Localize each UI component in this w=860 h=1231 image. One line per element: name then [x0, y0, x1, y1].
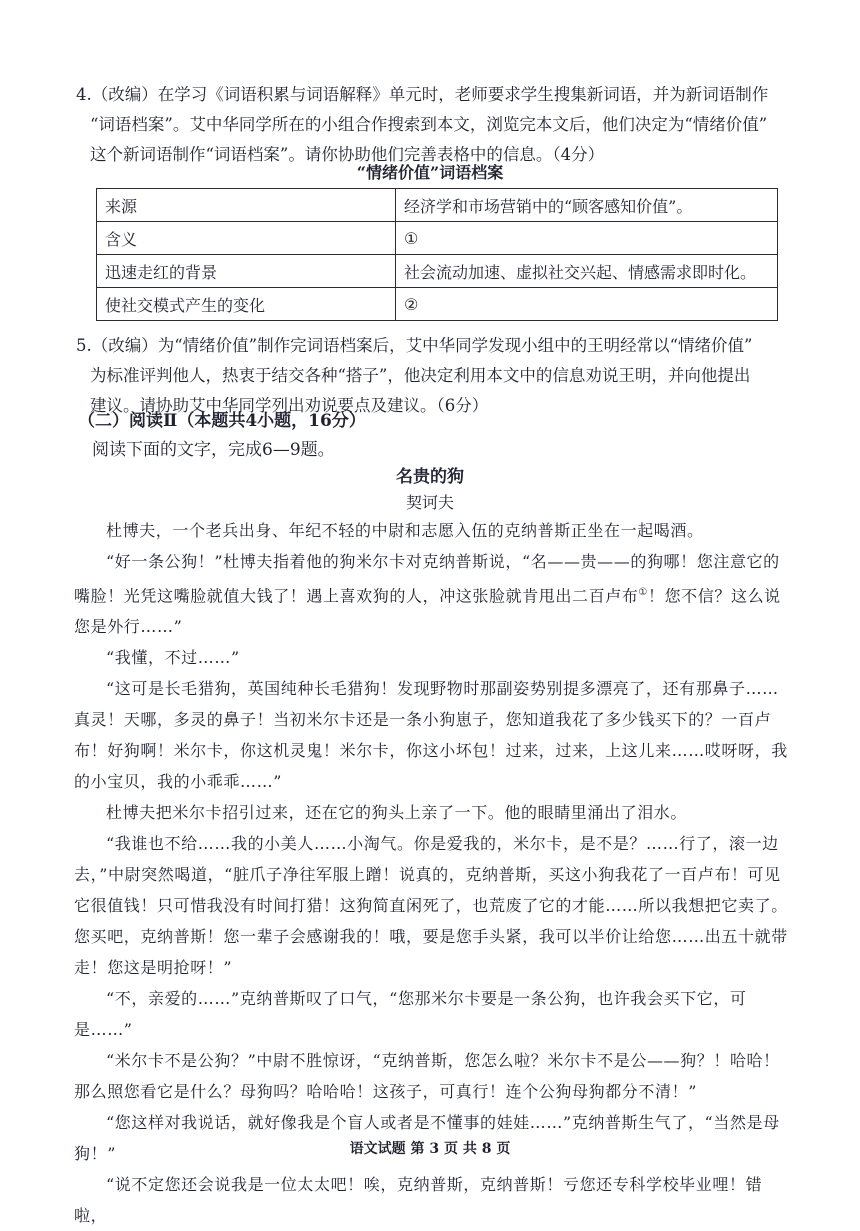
row-label: 使社交模式产生的变化	[97, 288, 396, 321]
paragraph-8: “米尔卡不是公狗？”中尉不胜惊讶，“克纳普斯，您怎么啦？米尔卡不是公——狗？！哈哈！那么照您看它是什么？母狗吗？哈哈哈！这孩子，可真行！连个公狗母狗都分不清！”	[74, 1051, 780, 1102]
row-value: 社会流动加速、虚拟社交兴起、情感需求即时化。	[396, 255, 778, 288]
paragraph-9: “您这样对我说话，就好像我是个盲人或者是不懂事的娃娃……”克纳普斯生气了，“当然是母狗！”	[74, 1113, 780, 1164]
word-archive-table	[96, 188, 778, 321]
table-title: “情绪价值”词语档案	[356, 163, 504, 182]
paragraph-2-text-a: “好一条公狗！”杜博夫指着他的狗米尔卡对克纳普斯说，“名——贵——的狗哪！您注意它的嘴脸！光凭这嘴脸就值大钱了！遇上喜欢狗的人，冲这张脸就肯甩出二百卢布	[74, 552, 780, 606]
paragraph-3: “我懂，不过……”	[106, 648, 240, 668]
row-label: 含义	[97, 222, 396, 255]
question-5-line-1: 5.（改编）为“情绪价值”制作完词语档案后，艾中华同学发现小组中的王明经常以“情绪价值”	[76, 336, 753, 355]
paragraph-2-text-b: ！您不信？这么说您是外行……”	[74, 586, 781, 637]
question-4-line-2: “词语档案”。艾中华同学所在的小组合作搜索到本文，浏览完本文后，他们决定为“情绪价值”	[90, 115, 768, 134]
section-instruction: 阅读下面的文字，完成6—9题。	[92, 440, 335, 460]
question-5-line-3: 建议。请协助艾中华同学列出劝说要点及建议。（6分）	[90, 396, 489, 415]
paragraph-7: “不，亲爱的……”克纳普斯叹了口气，“您那米尔卡要是一条公狗，也许我会买下它，可是……”	[74, 989, 747, 1040]
question-4-line-1: 4.（改编）在学习《词语积累与词语解释》单元时，老师要求学生搜集新词语，并为新词语制作	[76, 85, 769, 104]
footnote-marker: ①	[638, 587, 648, 598]
article-body	[74, 515, 794, 1231]
table-row-source	[97, 189, 778, 222]
paragraph-4: “这可是长毛猎狗，英国纯种长毛猎狗！发现野物时那副姿势别提多漂亮了，还有那鼻子……真灵！天哪，多灵的鼻子！当初米尔卡还是一条小狗崽子，您知道我花了多少钱买下的？一百卢布！好狗啊！米尔卡，你这机灵鬼！米尔卡，你这小坏包！过来，过来，上这儿来……哎呀呀，我的小宝贝，我的小乖乖……”	[74, 679, 788, 792]
question-4-line-3: 这个新词语制作“词语档案”。请你协助他们完善表格中的信息。（4分）	[90, 145, 605, 164]
row-label: 迅速走红的背景	[97, 255, 396, 288]
page-footer: 语文试题 第 3 页 共 8 页	[349, 1141, 511, 1157]
table-row-meaning	[97, 222, 778, 255]
table-row-change	[97, 288, 778, 321]
question-4	[76, 80, 788, 170]
article-author: 契诃夫	[405, 493, 454, 512]
article-title: 名贵的狗	[396, 467, 464, 487]
paragraph-1: 杜博夫，一个老兵出身、年纪不轻的中尉和志愿入伍的克纳普斯正坐在一起喝酒。	[106, 521, 704, 540]
section-heading: （二）阅读Ⅱ（本题共4小题，16分）	[78, 411, 366, 431]
paragraph-2	[74, 546, 794, 642]
row-value: 经济学和市场营销中的“顾客感知价值”。	[396, 189, 778, 222]
row-label: 来源	[97, 189, 396, 222]
row-value-blank-1: ①	[396, 222, 778, 255]
paragraph-5: 杜博夫把米尔卡招引过来，还在它的狗头上亲了一下。他的眼睛里涌出了泪水。	[106, 803, 688, 823]
question-5-line-2: 为标准评判他人，热衷于结交各种“搭子”，他决定利用本文中的信息劝说王明，并向他提出	[90, 366, 751, 385]
paragraph-6: “我谁也不给……我的小美人……小淘气。你是爱我的，米尔卡，是不是？……行了，滚一边去，”中尉突然喝道，“脏爪子净往军服上蹭！说真的，克纳普斯，买这小狗我花了一百卢布！可见它很值钱！只可惜我没有时间打猎！这狗简直闲死了，也荒废了它的才能……所以我想把它卖了。您买吧，克纳普斯！您一辈子会感谢我的！哦，要是您手头紧，我可以半价让给您……出五十就带走！您这是明抢呀！”	[74, 834, 788, 978]
table-row-background	[97, 255, 778, 288]
row-value-blank-2: ②	[396, 288, 778, 321]
paragraph-10: “说不定您还会说我是一位太太吧！唉，克纳普斯，克纳普斯！亏您还专科学校毕业哩！错啦，	[74, 1175, 763, 1226]
